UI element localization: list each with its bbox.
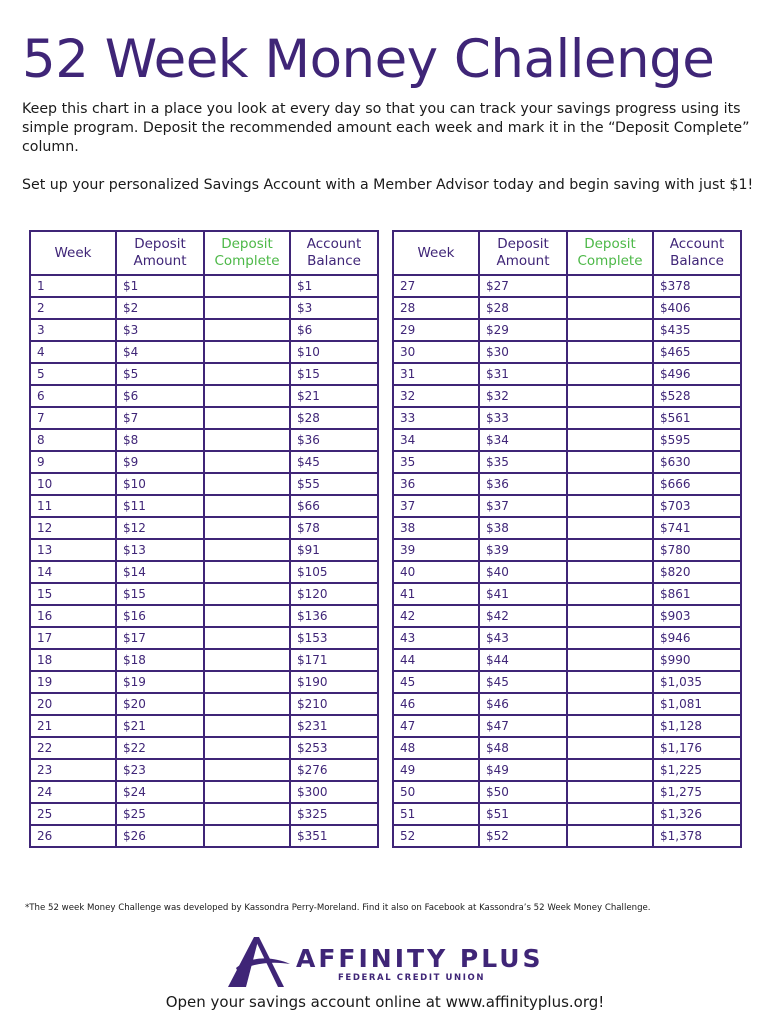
table-row: [30, 275, 378, 297]
footnote: *The 52 week Money Challenge was developed by Kassondra Perry-Moreland. Find it also on Facebook at Kassondra’s 52 Week Money Challenge.: [25, 903, 651, 913]
week-cell: 20: [30, 693, 116, 715]
week-cell: 42: [393, 605, 479, 627]
week-cell: 13: [30, 539, 116, 561]
deposit-complete-cell[interactable]: [204, 363, 290, 385]
deposit-amount-cell: $17: [116, 627, 204, 649]
deposit-complete-cell[interactable]: [204, 803, 290, 825]
deposit-amount-cell: $35: [479, 451, 567, 473]
table-row: [393, 561, 741, 583]
deposit-amount-cell: $3: [116, 319, 204, 341]
deposit-amount-cell: $15: [116, 583, 204, 605]
table-row: [393, 539, 741, 561]
deposit-complete-cell[interactable]: [567, 451, 653, 473]
week-cell: 21: [30, 715, 116, 737]
deposit-amount-cell: $42: [479, 605, 567, 627]
week-cell: 2: [30, 297, 116, 319]
table-row: [30, 363, 378, 385]
deposit-amount-cell: $49: [479, 759, 567, 781]
deposit-complete-header: Deposit Complete: [567, 231, 653, 275]
deposit-complete-cell[interactable]: [567, 781, 653, 803]
week-cell: 10: [30, 473, 116, 495]
table-row: [393, 671, 741, 693]
account-balance-cell: $78: [290, 517, 378, 539]
account-balance-cell: $1,081: [653, 693, 741, 715]
account-balance-cell: $6: [290, 319, 378, 341]
deposit-amount-cell: $20: [116, 693, 204, 715]
week-cell: 1: [30, 275, 116, 297]
deposit-amount-cell: $26: [116, 825, 204, 847]
deposit-amount-header: Deposit Amount: [116, 231, 204, 275]
call-to-action: Open your savings account online at www.affinityplus.org!: [165, 993, 605, 1011]
deposit-complete-cell[interactable]: [567, 495, 653, 517]
account-balance-cell: $1,176: [653, 737, 741, 759]
deposit-complete-cell[interactable]: [204, 385, 290, 407]
week-cell: 51: [393, 803, 479, 825]
week-cell: 3: [30, 319, 116, 341]
deposit-complete-cell[interactable]: [204, 517, 290, 539]
account-balance-cell: $136: [290, 605, 378, 627]
deposit-amount-cell: $43: [479, 627, 567, 649]
deposit-amount-cell: $29: [479, 319, 567, 341]
table-row: [393, 759, 741, 781]
week-cell: 50: [393, 781, 479, 803]
deposit-complete-cell[interactable]: [567, 627, 653, 649]
week-cell: 19: [30, 671, 116, 693]
account-balance-cell: $496: [653, 363, 741, 385]
deposit-complete-cell[interactable]: [204, 649, 290, 671]
table-row: [393, 473, 741, 495]
table-header-row: [393, 231, 741, 275]
account-balance-cell: $231: [290, 715, 378, 737]
deposit-amount-cell: $1: [116, 275, 204, 297]
table-row: [30, 341, 378, 363]
table-row: [393, 275, 741, 297]
deposit-amount-cell: $11: [116, 495, 204, 517]
deposit-amount-cell: $7: [116, 407, 204, 429]
deposit-amount-cell: $12: [116, 517, 204, 539]
deposit-amount-cell: $44: [479, 649, 567, 671]
deposit-amount-cell: $8: [116, 429, 204, 451]
table-row: [30, 561, 378, 583]
savings-table-weeks-1-26: [29, 230, 379, 848]
deposit-complete-cell[interactable]: [567, 583, 653, 605]
table-header-row: [30, 231, 378, 275]
logo-subtitle: FEDERAL CREDIT UNION: [338, 973, 486, 983]
table-row: [393, 517, 741, 539]
table-row: [30, 297, 378, 319]
account-balance-cell: $946: [653, 627, 741, 649]
deposit-complete-header: Deposit Complete: [204, 231, 290, 275]
deposit-complete-cell[interactable]: [204, 627, 290, 649]
deposit-complete-cell[interactable]: [567, 341, 653, 363]
week-cell: 44: [393, 649, 479, 671]
week-cell: 11: [30, 495, 116, 517]
savings-table-weeks-27-52: [392, 230, 742, 848]
week-cell: 6: [30, 385, 116, 407]
deposit-complete-cell[interactable]: [204, 341, 290, 363]
deposit-complete-cell[interactable]: [567, 385, 653, 407]
week-cell: 23: [30, 759, 116, 781]
week-cell: 37: [393, 495, 479, 517]
week-cell: 47: [393, 715, 479, 737]
logo-name: AFFINITY PLUS: [296, 944, 544, 973]
week-cell: 18: [30, 649, 116, 671]
deposit-complete-cell[interactable]: [567, 319, 653, 341]
table-row: [393, 319, 741, 341]
week-cell: 45: [393, 671, 479, 693]
table-row: [30, 715, 378, 737]
deposit-complete-cell[interactable]: [204, 275, 290, 297]
account-balance-cell: $120: [290, 583, 378, 605]
account-balance-cell: $3: [290, 297, 378, 319]
account-balance-cell: $595: [653, 429, 741, 451]
deposit-complete-cell[interactable]: [567, 715, 653, 737]
deposit-amount-cell: $4: [116, 341, 204, 363]
deposit-complete-cell[interactable]: [567, 759, 653, 781]
deposit-complete-cell[interactable]: [204, 825, 290, 847]
account-balance-cell: $36: [290, 429, 378, 451]
deposit-complete-cell[interactable]: [204, 473, 290, 495]
deposit-complete-cell[interactable]: [567, 737, 653, 759]
intro-paragraph-2: Set up your personalized Savings Account with a Member Advisor today and begin saving with just $1!: [22, 177, 754, 193]
deposit-complete-cell[interactable]: [204, 671, 290, 693]
week-cell: 15: [30, 583, 116, 605]
week-cell: 34: [393, 429, 479, 451]
account-balance-cell: $21: [290, 385, 378, 407]
table-row: [393, 583, 741, 605]
intro-text: [22, 100, 767, 195]
deposit-amount-cell: $23: [116, 759, 204, 781]
week-cell: 8: [30, 429, 116, 451]
table-row: [30, 605, 378, 627]
table-row: [393, 781, 741, 803]
deposit-amount-cell: $2: [116, 297, 204, 319]
week-cell: 35: [393, 451, 479, 473]
table-row: [393, 385, 741, 407]
table-row: [393, 825, 741, 847]
week-cell: 9: [30, 451, 116, 473]
table-row: [393, 649, 741, 671]
table-row: [30, 429, 378, 451]
deposit-complete-cell[interactable]: [204, 297, 290, 319]
account-balance-cell: $210: [290, 693, 378, 715]
account-balance-cell: $741: [653, 517, 741, 539]
account-balance-cell: $28: [290, 407, 378, 429]
account-balance-cell: $1,275: [653, 781, 741, 803]
table-row: [393, 341, 741, 363]
account-balance-cell: $528: [653, 385, 741, 407]
account-balance-cell: $406: [653, 297, 741, 319]
table-row: [393, 693, 741, 715]
deposit-amount-cell: $13: [116, 539, 204, 561]
table-row: [30, 451, 378, 473]
deposit-amount-cell: $48: [479, 737, 567, 759]
deposit-complete-cell[interactable]: [204, 407, 290, 429]
deposit-amount-cell: $32: [479, 385, 567, 407]
deposit-complete-cell[interactable]: [204, 539, 290, 561]
deposit-amount-cell: $38: [479, 517, 567, 539]
table-row: [30, 539, 378, 561]
week-cell: 31: [393, 363, 479, 385]
deposit-complete-cell[interactable]: [567, 649, 653, 671]
table-row: [30, 517, 378, 539]
account-balance-cell: $903: [653, 605, 741, 627]
deposit-complete-cell[interactable]: [204, 715, 290, 737]
deposit-amount-cell: $37: [479, 495, 567, 517]
deposit-amount-cell: $9: [116, 451, 204, 473]
deposit-amount-cell: $22: [116, 737, 204, 759]
week-cell: 4: [30, 341, 116, 363]
deposit-amount-cell: $14: [116, 561, 204, 583]
account-balance-cell: $300: [290, 781, 378, 803]
account-balance-header: Account Balance: [290, 231, 378, 275]
account-balance-cell: $55: [290, 473, 378, 495]
account-balance-cell: $820: [653, 561, 741, 583]
deposit-amount-cell: $47: [479, 715, 567, 737]
account-balance-cell: $990: [653, 649, 741, 671]
account-balance-cell: $703: [653, 495, 741, 517]
account-balance-cell: $861: [653, 583, 741, 605]
deposit-complete-cell[interactable]: [567, 297, 653, 319]
deposit-amount-cell: $27: [479, 275, 567, 297]
deposit-amount-cell: $51: [479, 803, 567, 825]
account-balance-cell: $351: [290, 825, 378, 847]
account-balance-cell: $561: [653, 407, 741, 429]
week-cell: 43: [393, 627, 479, 649]
deposit-amount-cell: $25: [116, 803, 204, 825]
deposit-amount-cell: $31: [479, 363, 567, 385]
account-balance-cell: $1,326: [653, 803, 741, 825]
table-row: [30, 495, 378, 517]
table-row: [30, 803, 378, 825]
deposit-amount-cell: $19: [116, 671, 204, 693]
table-row: [30, 473, 378, 495]
deposit-amount-cell: $21: [116, 715, 204, 737]
table-row: [30, 693, 378, 715]
deposit-complete-cell[interactable]: [204, 495, 290, 517]
account-balance-cell: $465: [653, 341, 741, 363]
week-cell: 12: [30, 517, 116, 539]
table-row: [393, 495, 741, 517]
account-balance-cell: $15: [290, 363, 378, 385]
deposit-complete-cell[interactable]: [567, 407, 653, 429]
account-balance-cell: $1,035: [653, 671, 741, 693]
deposit-complete-cell[interactable]: [204, 583, 290, 605]
table-row: [30, 627, 378, 649]
week-cell: 29: [393, 319, 479, 341]
deposit-complete-cell[interactable]: [204, 451, 290, 473]
deposit-amount-cell: $30: [479, 341, 567, 363]
week-cell: 38: [393, 517, 479, 539]
deposit-amount-cell: $28: [479, 297, 567, 319]
deposit-complete-cell[interactable]: [567, 429, 653, 451]
account-balance-cell: $66: [290, 495, 378, 517]
week-cell: 26: [30, 825, 116, 847]
account-balance-cell: $253: [290, 737, 378, 759]
deposit-complete-cell[interactable]: [204, 561, 290, 583]
week-cell: 46: [393, 693, 479, 715]
deposit-amount-cell: $24: [116, 781, 204, 803]
account-balance-cell: $45: [290, 451, 378, 473]
deposit-amount-cell: $6: [116, 385, 204, 407]
table-row: [393, 451, 741, 473]
table-row: [393, 715, 741, 737]
week-header: Week: [393, 231, 479, 275]
deposit-amount-cell: $5: [116, 363, 204, 385]
deposit-amount-cell: $34: [479, 429, 567, 451]
week-cell: 27: [393, 275, 479, 297]
account-balance-cell: $1,128: [653, 715, 741, 737]
account-balance-cell: $91: [290, 539, 378, 561]
account-balance-cell: $171: [290, 649, 378, 671]
account-balance-cell: $105: [290, 561, 378, 583]
account-balance-cell: $378: [653, 275, 741, 297]
account-balance-cell: $1: [290, 275, 378, 297]
week-cell: 30: [393, 341, 479, 363]
account-balance-cell: $10: [290, 341, 378, 363]
account-balance-cell: $435: [653, 319, 741, 341]
deposit-amount-cell: $50: [479, 781, 567, 803]
table-row: [30, 737, 378, 759]
table-row: [30, 649, 378, 671]
deposit-amount-cell: $40: [479, 561, 567, 583]
table-row: [393, 803, 741, 825]
deposit-amount-cell: $10: [116, 473, 204, 495]
page-title: 52 Week Money Challenge: [22, 29, 715, 90]
deposit-amount-cell: $46: [479, 693, 567, 715]
deposit-complete-cell[interactable]: [567, 605, 653, 627]
week-cell: 39: [393, 539, 479, 561]
week-cell: 22: [30, 737, 116, 759]
intro-paragraph-1: Keep this chart in a place you look at every day so that you can track your savings progress using its simple program. Deposit the recommended amount each week and mark it in the “Deposit Complete” column.: [22, 101, 750, 155]
table-row: [393, 407, 741, 429]
account-balance-cell: $630: [653, 451, 741, 473]
deposit-complete-cell[interactable]: [567, 473, 653, 495]
account-balance-cell: $325: [290, 803, 378, 825]
table-row: [30, 407, 378, 429]
week-cell: 36: [393, 473, 479, 495]
deposit-complete-cell[interactable]: [204, 759, 290, 781]
deposit-complete-cell[interactable]: [567, 539, 653, 561]
account-balance-header: Account Balance: [653, 231, 741, 275]
week-cell: 14: [30, 561, 116, 583]
week-cell: 24: [30, 781, 116, 803]
deposit-complete-cell[interactable]: [204, 737, 290, 759]
affinity-logo-mark-icon: [226, 934, 294, 990]
week-cell: 40: [393, 561, 479, 583]
deposit-amount-cell: $41: [479, 583, 567, 605]
deposit-amount-cell: $45: [479, 671, 567, 693]
deposit-complete-cell[interactable]: [567, 275, 653, 297]
table-row: [393, 297, 741, 319]
week-cell: 25: [30, 803, 116, 825]
table-row: [30, 385, 378, 407]
deposit-complete-cell[interactable]: [204, 693, 290, 715]
deposit-complete-cell[interactable]: [204, 319, 290, 341]
account-balance-cell: $1,225: [653, 759, 741, 781]
week-cell: 48: [393, 737, 479, 759]
table-row: [30, 759, 378, 781]
deposit-amount-header: Deposit Amount: [479, 231, 567, 275]
table-row: [30, 825, 378, 847]
account-balance-cell: $1,378: [653, 825, 741, 847]
deposit-complete-cell[interactable]: [567, 671, 653, 693]
deposit-complete-cell[interactable]: [204, 605, 290, 627]
week-cell: 33: [393, 407, 479, 429]
account-balance-cell: $276: [290, 759, 378, 781]
deposit-amount-cell: $52: [479, 825, 567, 847]
account-balance-cell: $190: [290, 671, 378, 693]
table-row: [393, 737, 741, 759]
deposit-complete-cell[interactable]: [204, 429, 290, 451]
account-balance-cell: $666: [653, 473, 741, 495]
week-header: Week: [30, 231, 116, 275]
week-cell: 32: [393, 385, 479, 407]
deposit-complete-cell[interactable]: [567, 517, 653, 539]
deposit-complete-cell[interactable]: [567, 561, 653, 583]
deposit-amount-cell: $39: [479, 539, 567, 561]
table-row: [393, 429, 741, 451]
table-row: [30, 781, 378, 803]
week-cell: 52: [393, 825, 479, 847]
deposit-complete-cell[interactable]: [567, 363, 653, 385]
deposit-complete-cell[interactable]: [567, 693, 653, 715]
week-cell: 49: [393, 759, 479, 781]
table-row: [30, 583, 378, 605]
week-cell: 16: [30, 605, 116, 627]
week-cell: 28: [393, 297, 479, 319]
table-row: [30, 671, 378, 693]
table-row: [393, 605, 741, 627]
deposit-complete-cell[interactable]: [567, 803, 653, 825]
week-cell: 17: [30, 627, 116, 649]
week-cell: 5: [30, 363, 116, 385]
account-balance-cell: $153: [290, 627, 378, 649]
deposit-complete-cell[interactable]: [204, 781, 290, 803]
deposit-amount-cell: $33: [479, 407, 567, 429]
deposit-amount-cell: $16: [116, 605, 204, 627]
week-cell: 41: [393, 583, 479, 605]
deposit-amount-cell: $36: [479, 473, 567, 495]
account-balance-cell: $780: [653, 539, 741, 561]
affinity-plus-logo: [226, 934, 544, 990]
week-cell: 7: [30, 407, 116, 429]
table-row: [30, 319, 378, 341]
table-row: [393, 363, 741, 385]
deposit-amount-cell: $18: [116, 649, 204, 671]
table-row: [393, 627, 741, 649]
deposit-complete-cell[interactable]: [567, 825, 653, 847]
